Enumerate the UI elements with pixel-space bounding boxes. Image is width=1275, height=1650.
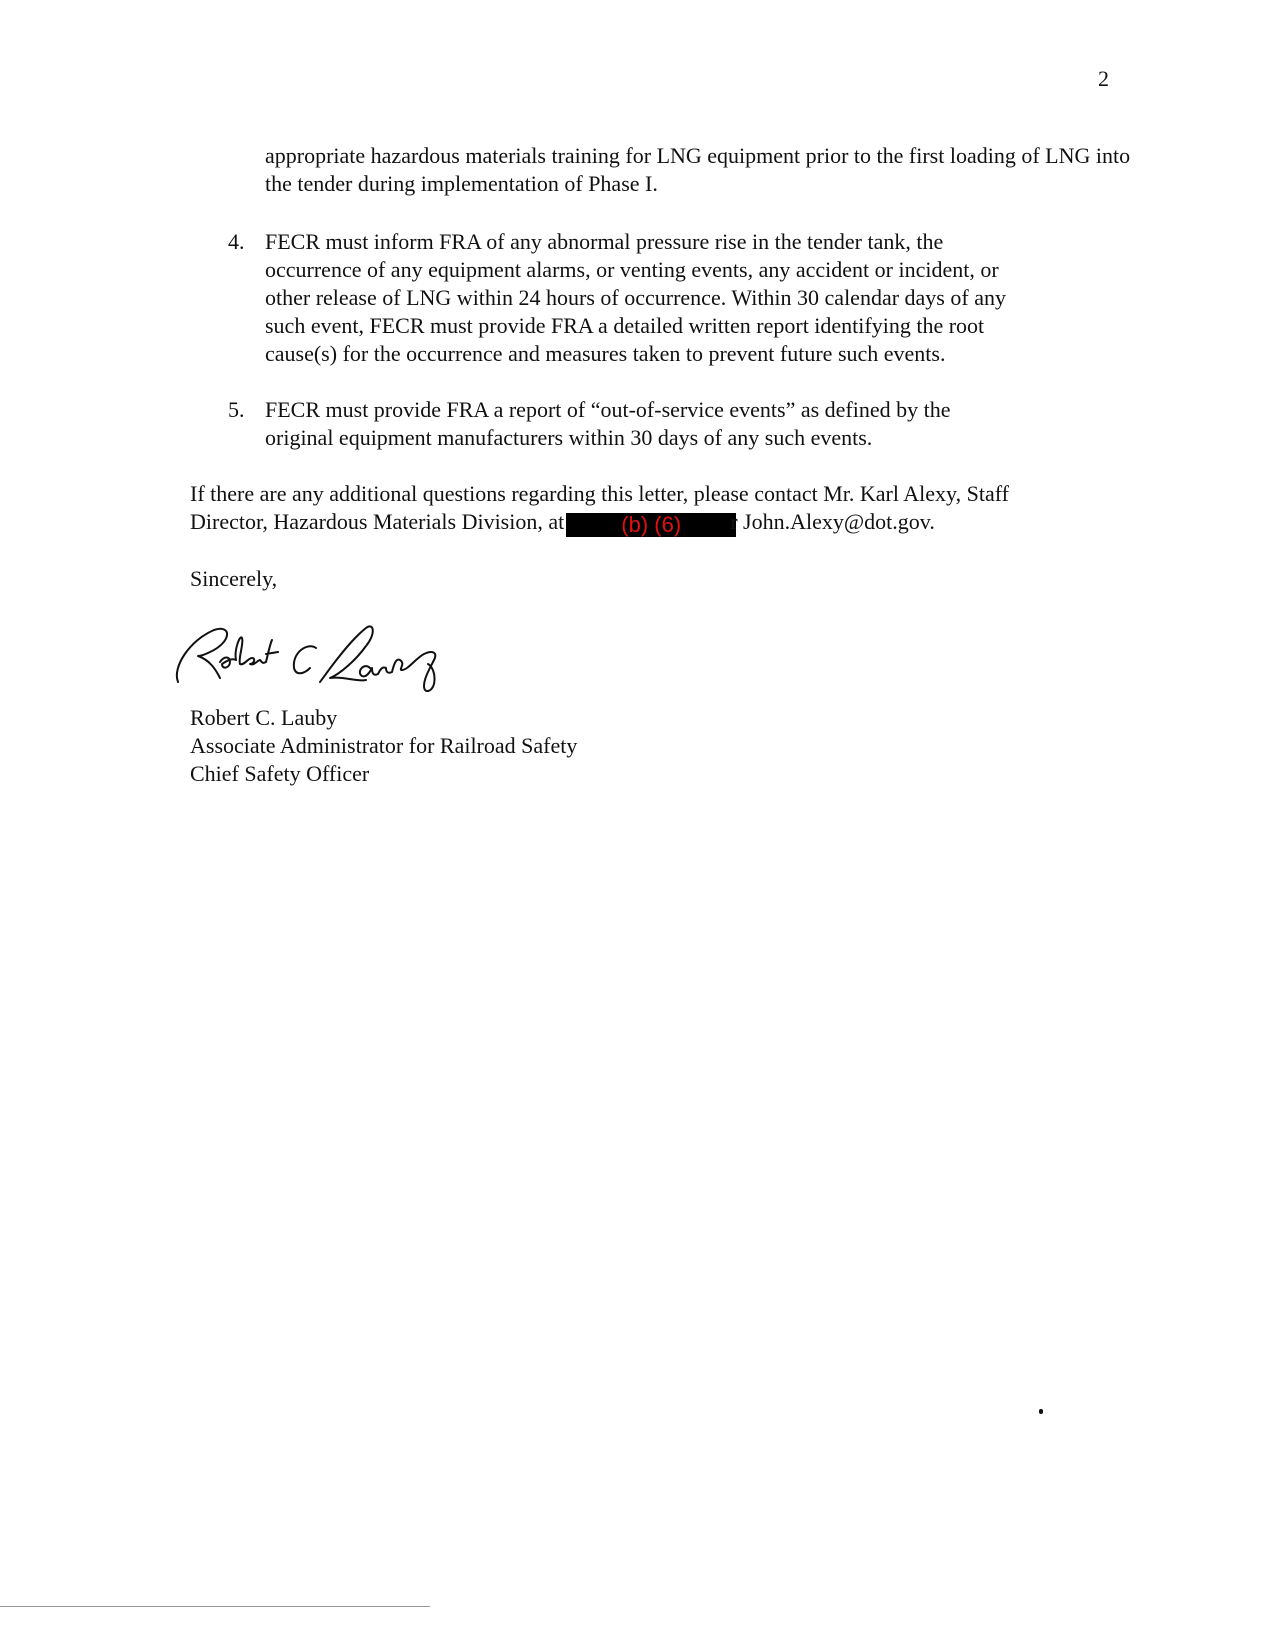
list-item-line: FECR must inform FRA of any abnormal pressure rise in the tender tank, the <box>265 229 944 254</box>
contact-line-1: If there are any additional questions regarding this letter, please contact Mr. Karl Alexy, Staff <box>190 481 1009 506</box>
list-item-4 <box>228 228 1128 368</box>
list-item-number: 5. <box>228 397 245 422</box>
list-item-line: cause(s) for the occurrence and measures taken to prevent future such events. <box>265 341 946 366</box>
signer-title: Chief Safety Officer <box>190 761 370 786</box>
list-item-line: original equipment manufacturers within 30 days of any such events. <box>265 425 873 450</box>
handwritten-signature <box>170 612 480 692</box>
contact-line-2-start: Director, Hazardous Materials Division, at <box>190 509 565 534</box>
redaction-box: (b) (6) <box>566 513 736 537</box>
list-item-number: 4. <box>228 229 245 254</box>
list-item-5 <box>228 396 1128 452</box>
contact-line-2 <box>190 508 1130 537</box>
scan-edge-line <box>0 1606 430 1607</box>
list-item-line: occurrence of any equipment alarms, or venting events, any accident or incident, or <box>265 257 999 282</box>
page-number: 2 <box>1098 66 1109 91</box>
list-item-line: FECR must provide FRA a report of “out-of-service events” as defined by the <box>265 397 951 422</box>
contact-line-2-end: r John.Alexy@dot.gov. <box>730 509 935 534</box>
signer-name: Robert C. Lauby <box>190 705 338 730</box>
stray-dot-mark <box>1039 1409 1043 1414</box>
signer-title: Associate Administrator for Railroad Safety <box>190 733 578 758</box>
list-item-line: other release of LNG within 24 hours of occurrence. Within 30 calendar days of any <box>265 285 1006 310</box>
contact-paragraph <box>190 480 1130 537</box>
list-item-body <box>265 396 1128 452</box>
list-item-body <box>265 228 1128 368</box>
closing-salutation: Sincerely, <box>190 566 278 591</box>
continuation-paragraph: appropriate hazardous materials training for LNG equipment prior to the first loading of LNG into the tender during implementation of Phase I. <box>265 143 1131 196</box>
list-item-line: such event, FECR must provide FRA a detailed written report identifying the root <box>265 313 985 338</box>
signer-block <box>190 704 577 788</box>
